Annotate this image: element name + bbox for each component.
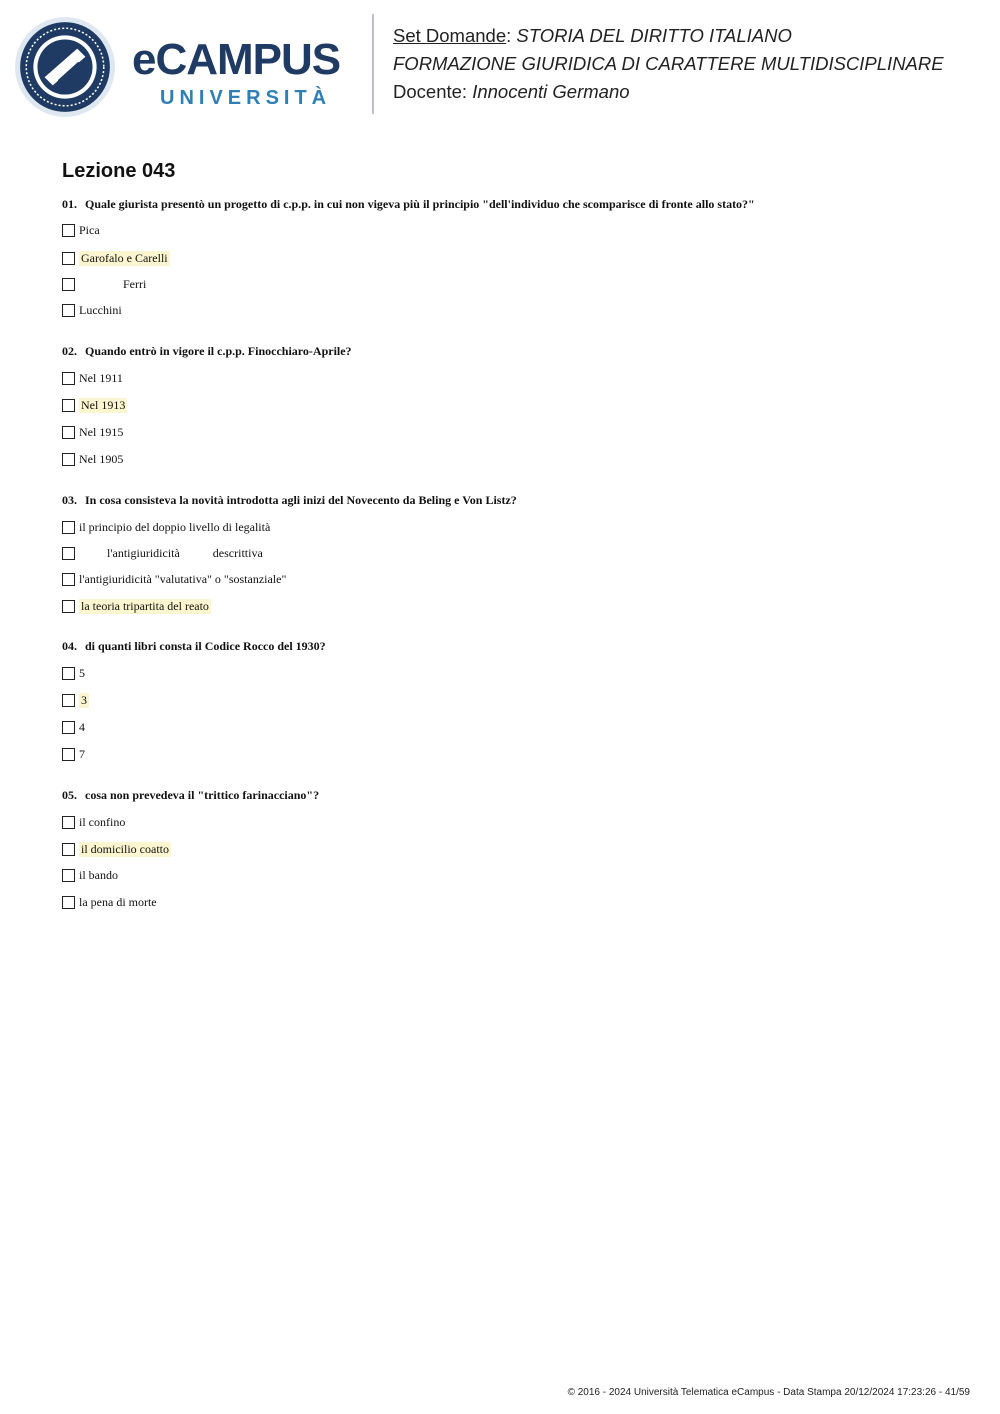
checkbox[interactable] — [62, 843, 75, 856]
set-label: Set Domande — [393, 25, 507, 46]
answer-option[interactable] — [62, 302, 122, 318]
page-footer: © 2016 - 2024 Università Telematica eCampus - Data Stampa 20/12/2024 17:23:26 - 41/59 — [567, 1387, 970, 1398]
option-label: il domicilio coatto — [81, 841, 169, 856]
option-label: Garofalo e Carelli — [81, 250, 168, 265]
course-subtitle: FORMAZIONE GIURIDICA DI CARATTERE MULTIDISCIPLINARE — [393, 53, 944, 74]
option-label: l'antigiuridicità descrittiva — [107, 545, 263, 560]
answer-option-correct[interactable] — [62, 692, 89, 708]
checkbox[interactable] — [62, 224, 75, 237]
option-label: il confino — [79, 814, 126, 829]
option-label: Nel 1915 — [79, 424, 124, 439]
checkbox[interactable] — [62, 547, 75, 560]
option-label: Ferri — [123, 276, 147, 291]
answer-option[interactable] — [62, 746, 85, 762]
checkbox[interactable] — [62, 869, 75, 882]
question-number: 05. — [62, 788, 77, 802]
checkbox[interactable] — [62, 573, 75, 586]
answer-option[interactable] — [62, 424, 123, 440]
answer-option-correct[interactable] — [62, 598, 211, 614]
teacher-name: Innocenti Germano — [472, 81, 630, 102]
option-label: 7 — [79, 746, 85, 761]
option-label: Pica — [79, 222, 100, 237]
option-label: Nel 1905 — [79, 451, 124, 466]
checkbox[interactable] — [62, 816, 75, 829]
checkbox[interactable] — [62, 694, 75, 707]
option-label: 3 — [81, 692, 87, 707]
answer-option[interactable] — [62, 545, 263, 561]
option-label: la pena di morte — [79, 894, 157, 909]
lesson-title: Lezione 043 — [62, 160, 176, 182]
question-2 — [62, 344, 352, 359]
question-number: 01. — [62, 197, 77, 211]
checkbox[interactable] — [62, 453, 75, 466]
option-label: l'antigiuridicità "valutativa" o "sostanziale" — [79, 571, 287, 586]
question-text: cosa non prevedeva il "trittico farinacciano"? — [85, 788, 320, 802]
question-number: 04. — [62, 639, 77, 653]
answer-option[interactable] — [62, 665, 85, 681]
question-3 — [62, 493, 517, 508]
checkbox[interactable] — [62, 399, 75, 412]
question-5 — [62, 788, 319, 803]
question-4 — [62, 639, 326, 654]
checkbox[interactable] — [62, 721, 75, 734]
teacher-label: Docente: — [393, 81, 468, 102]
checkbox[interactable] — [62, 372, 75, 385]
question-text: In cosa consisteva la novità introdotta agli inizi del Novecento da Beling e Von Listz? — [85, 493, 517, 507]
checkbox[interactable] — [62, 521, 75, 534]
brand-wordmark: eCAMPUS — [132, 35, 341, 84]
checkbox[interactable] — [62, 278, 75, 291]
answer-option[interactable] — [62, 867, 118, 883]
option-label: 5 — [79, 665, 85, 680]
answer-option[interactable] — [62, 571, 286, 587]
option-label: il principio del doppio livello di legalità — [79, 519, 271, 534]
brand-subtitle: UNIVERSITÀ — [160, 87, 332, 109]
checkbox[interactable] — [62, 252, 75, 265]
answer-option[interactable] — [62, 370, 123, 386]
option-label: Nel 1913 — [81, 397, 126, 412]
checkbox[interactable] — [62, 600, 75, 613]
answer-option[interactable] — [62, 519, 270, 535]
answer-option[interactable] — [62, 451, 123, 467]
question-number: 02. — [62, 344, 77, 358]
checkbox[interactable] — [62, 304, 75, 317]
answer-option[interactable] — [62, 222, 100, 238]
header-divider — [372, 14, 374, 114]
question-number: 03. — [62, 493, 77, 507]
course-title: STORIA DEL DIRITTO ITALIANO — [516, 25, 792, 46]
answer-option[interactable] — [62, 894, 157, 910]
checkbox[interactable] — [62, 748, 75, 761]
page-header — [0, 0, 1000, 130]
question-text: Quale giurista presentò un progetto di c.p.p. in cui non vigeva più il principio "dell'individuo che scomparisce di fronte allo stato?" — [85, 197, 755, 211]
option-label: 4 — [79, 719, 85, 734]
option-label: Nel 1911 — [79, 370, 123, 385]
answer-option-correct[interactable] — [62, 250, 170, 266]
answer-option-correct[interactable] — [62, 841, 171, 857]
question-text: di quanti libri consta il Codice Rocco del 1930? — [85, 639, 326, 653]
answer-option-correct[interactable] — [62, 397, 127, 413]
option-label: il bando — [79, 867, 118, 882]
question-text: Quando entrò in vigore il c.p.p. Finocchiaro-Aprile? — [85, 344, 352, 358]
answer-option[interactable] — [62, 719, 85, 735]
course-info: Set Domande: STORIA DEL DIRITTO ITALIANO FORMAZIONE GIURIDICA DI CARATTERE MULTIDISCIPLINARE Docente: Innocenti Germano — [393, 25, 944, 102]
answer-option[interactable] — [62, 276, 146, 292]
checkbox[interactable] — [62, 896, 75, 909]
checkbox[interactable] — [62, 667, 75, 680]
ecampus-seal-logo — [14, 16, 116, 118]
answer-option[interactable] — [62, 814, 125, 830]
question-1 — [62, 197, 755, 212]
checkbox[interactable] — [62, 426, 75, 439]
option-label: Lucchini — [79, 302, 122, 317]
option-label: la teoria tripartita del reato — [81, 598, 209, 613]
